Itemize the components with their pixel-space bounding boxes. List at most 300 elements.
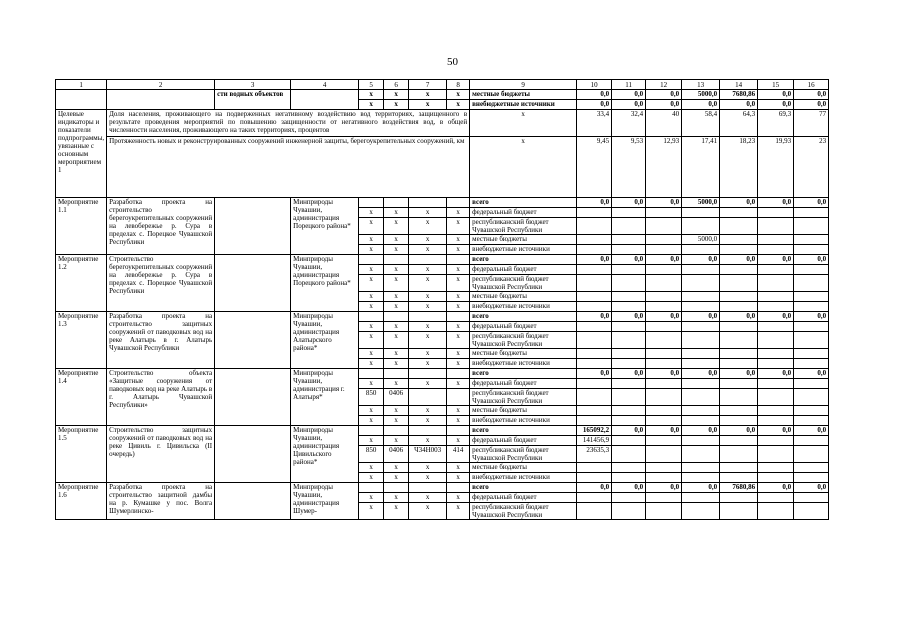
value-cell [682, 463, 720, 473]
code-cell: x [384, 473, 409, 483]
code-cell: x [409, 100, 447, 110]
value-cell [758, 322, 794, 332]
code-cell: x [447, 90, 470, 100]
code-cell: x [359, 208, 384, 218]
value-cell [794, 235, 829, 245]
value-cell: 0,0 [612, 426, 646, 436]
value-cell [794, 265, 829, 275]
value-cell [612, 463, 646, 473]
value-cell [577, 245, 612, 255]
code-cell: x [359, 90, 384, 100]
source-type: республиканский бюджет Чувашской Республики [470, 446, 577, 463]
table-cell [291, 90, 359, 110]
value-cell [758, 463, 794, 473]
value-cell: 0,0 [646, 483, 682, 493]
value-cell [577, 292, 612, 302]
code-cell: x [409, 265, 447, 275]
value-cell [758, 302, 794, 312]
value-cell [612, 473, 646, 483]
source-type: федеральный бюджет [470, 493, 577, 503]
code-cell: x [384, 235, 409, 245]
indicator-value: 77 [794, 110, 829, 137]
value-cell [758, 208, 794, 218]
code-cell: x [409, 503, 447, 520]
value-cell [577, 359, 612, 369]
value-cell [646, 436, 682, 446]
value-cell [577, 463, 612, 473]
value-cell [794, 406, 829, 416]
value-cell [646, 218, 682, 235]
code-cell: x [384, 100, 409, 110]
table-cell [215, 369, 291, 426]
value-cell: 0,0 [794, 369, 829, 379]
value-cell [682, 446, 720, 463]
source-type: республиканский бюджет Чувашской Республики [470, 332, 577, 349]
value-cell [794, 493, 829, 503]
indicator-text: Доля населения, проживающего на подверженных негативному воздействию вод территориях, защищенного в результате проведения мероприятий по повышению защищенности от негативного воздействия вод, в общей численности населения, проживающего на таких территориях, процентов [107, 110, 470, 137]
value-cell [682, 436, 720, 446]
value-cell [794, 436, 829, 446]
code-cell: x [447, 245, 470, 255]
code-cell: x [384, 265, 409, 275]
code-cell: x [384, 379, 409, 389]
code-cell: x [384, 218, 409, 235]
code-cell: x [447, 436, 470, 446]
value-cell: 0,0 [794, 90, 829, 100]
source-type: всего [470, 255, 577, 265]
value-cell [758, 473, 794, 483]
code-cell [447, 369, 470, 379]
value-cell [720, 446, 758, 463]
value-cell [577, 493, 612, 503]
code-cell [409, 426, 447, 436]
code-cell: x [409, 416, 447, 426]
source-type: федеральный бюджет [470, 265, 577, 275]
value-cell [720, 473, 758, 483]
value-cell [720, 359, 758, 369]
value-cell [720, 463, 758, 473]
value-cell [577, 503, 612, 520]
code-cell: x [359, 245, 384, 255]
value-cell [612, 332, 646, 349]
value-cell [612, 379, 646, 389]
value-cell [577, 389, 612, 406]
value-cell [682, 406, 720, 416]
measure-executor: Минприроды Чувашии, администрация г. Алатыря* [291, 369, 359, 426]
source-type: внебюджетные источники [470, 359, 577, 369]
measure-row [56, 483, 829, 493]
code-cell: x [447, 503, 470, 520]
value-cell: 0,0 [612, 255, 646, 265]
code-cell: x [409, 322, 447, 332]
code-cell: x [359, 436, 384, 446]
value-cell [577, 416, 612, 426]
value-cell: 0,0 [758, 100, 794, 110]
value-cell [682, 275, 720, 292]
measure-name: Строительство защитных сооружений от паводковых вод на реке Цивиль г. Цивильска (II очередь) [107, 426, 215, 483]
value-cell: 0,0 [577, 90, 612, 100]
header-cell: 2 [107, 80, 215, 90]
value-cell: 141456,9 [577, 436, 612, 446]
value-cell [720, 275, 758, 292]
value-cell [794, 359, 829, 369]
measure-row [56, 426, 829, 436]
code-cell: Ч34Н003 [409, 446, 447, 463]
value-cell: 0,0 [682, 483, 720, 493]
value-cell [758, 379, 794, 389]
value-cell [794, 503, 829, 520]
code-cell: x [384, 406, 409, 416]
measure-name: Разработка проекта на строительство защитной дамбы на р. Кумашке у пос. Волга Шумерлинско- [107, 483, 215, 520]
code-cell: x [409, 90, 447, 100]
header-cell: 3 [215, 80, 291, 90]
value-cell [646, 322, 682, 332]
value-cell [577, 349, 612, 359]
code-cell [447, 483, 470, 493]
value-cell: 0,0 [577, 100, 612, 110]
value-cell: 0,0 [682, 100, 720, 110]
source-type: местные бюджеты [470, 292, 577, 302]
measure-row [56, 198, 829, 208]
value-cell: 0,0 [758, 312, 794, 322]
value-cell [612, 245, 646, 255]
table-cell [215, 198, 291, 255]
code-cell: x [447, 379, 470, 389]
source-type: внебюджетные источники [470, 473, 577, 483]
value-cell [794, 332, 829, 349]
value-cell: 0,0 [758, 426, 794, 436]
value-cell [682, 302, 720, 312]
code-cell [359, 255, 384, 265]
value-cell: 0,0 [612, 369, 646, 379]
measure-id: Мероприятие 1.3 [56, 312, 107, 369]
code-cell [409, 255, 447, 265]
code-cell: x [359, 463, 384, 473]
source-type: республиканский бюджет Чувашской Республики [470, 275, 577, 292]
code-cell: x [384, 302, 409, 312]
code-cell: x [409, 379, 447, 389]
value-cell [794, 218, 829, 235]
table-cell [107, 90, 215, 110]
value-cell: 0,0 [577, 369, 612, 379]
source-type: всего [470, 312, 577, 322]
value-cell: 0,0 [577, 312, 612, 322]
source-type: местные бюджеты [470, 90, 577, 100]
code-cell: 850 [359, 446, 384, 463]
code-cell: x [384, 503, 409, 520]
value-cell: 0,0 [794, 426, 829, 436]
value-cell [646, 493, 682, 503]
value-cell: 0,0 [682, 369, 720, 379]
code-cell [359, 312, 384, 322]
value-cell: 0,0 [794, 312, 829, 322]
code-cell [447, 389, 470, 406]
measure-id: Мероприятие 1.2 [56, 255, 107, 312]
value-cell [612, 265, 646, 275]
code-cell: x [384, 436, 409, 446]
value-cell [646, 446, 682, 463]
value-cell [720, 416, 758, 426]
measure-id: Мероприятие 1.5 [56, 426, 107, 483]
value-cell [758, 446, 794, 463]
measure-name: Строительство берегоукрепительных сооружений на левобережье р. Сура в пределах с. Порецкое Чувашской Республики [107, 255, 215, 312]
code-cell [384, 426, 409, 436]
code-cell [409, 389, 447, 406]
code-cell: x [384, 416, 409, 426]
value-cell [758, 245, 794, 255]
header-cell: 8 [447, 80, 470, 90]
value-cell [646, 389, 682, 406]
code-cell [384, 255, 409, 265]
value-cell: 0,0 [720, 426, 758, 436]
value-cell [577, 406, 612, 416]
header-cell: 15 [758, 80, 794, 90]
code-cell [409, 483, 447, 493]
indicator-value: 12,93 [646, 137, 682, 198]
indicator-group-label: Целевые индикаторы и показатели подпрограммы, увязанные с основным мероприятием 1 [56, 110, 107, 198]
measure-row [56, 369, 829, 379]
code-cell: x [409, 436, 447, 446]
table-cell [215, 312, 291, 369]
header-cell: 16 [794, 80, 829, 90]
source-type: внебюджетные источники [470, 416, 577, 426]
indicator-value: 23 [794, 137, 829, 198]
value-cell [612, 359, 646, 369]
code-cell: x [384, 90, 409, 100]
value-cell [612, 235, 646, 245]
value-cell [758, 265, 794, 275]
code-cell [384, 369, 409, 379]
value-cell: 0,0 [646, 90, 682, 100]
value-cell [720, 436, 758, 446]
source-type: местные бюджеты [470, 349, 577, 359]
code-cell: 850 [359, 389, 384, 406]
value-cell [682, 332, 720, 349]
source-type: всего [470, 426, 577, 436]
value-cell [720, 503, 758, 520]
code-cell: x [359, 416, 384, 426]
page-number: 50 [447, 56, 458, 68]
value-cell [612, 436, 646, 446]
value-cell: 0,0 [720, 255, 758, 265]
value-cell: 0,0 [794, 483, 829, 493]
value-cell [758, 389, 794, 406]
value-cell [758, 332, 794, 349]
value-cell [612, 208, 646, 218]
code-cell: x [409, 332, 447, 349]
code-cell: x [447, 100, 470, 110]
code-cell: x [359, 332, 384, 349]
measure-subject: сти водных объектов [215, 90, 291, 110]
value-cell [612, 292, 646, 302]
code-cell: x [447, 265, 470, 275]
value-cell [612, 275, 646, 292]
value-cell: 0,0 [577, 255, 612, 265]
value-cell [682, 359, 720, 369]
value-cell [794, 208, 829, 218]
value-cell [577, 332, 612, 349]
value-cell [794, 446, 829, 463]
code-cell: x [447, 322, 470, 332]
code-cell [409, 369, 447, 379]
source-type: всего [470, 483, 577, 493]
code-cell: x [409, 493, 447, 503]
value-cell [794, 473, 829, 483]
source-type: всего [470, 198, 577, 208]
indicator-row [56, 137, 829, 198]
value-cell [794, 463, 829, 473]
value-cell [646, 275, 682, 292]
measure-executor: Минприроды Чувашии, администрация Порецкого района* [291, 198, 359, 255]
value-cell [758, 218, 794, 235]
code-cell: x [359, 379, 384, 389]
code-cell [384, 483, 409, 493]
value-cell: 23635,3 [577, 446, 612, 463]
code-cell: x [359, 359, 384, 369]
source-type: местные бюджеты [470, 463, 577, 473]
table-cell [215, 255, 291, 312]
value-cell [646, 406, 682, 416]
indicator-value: 58,4 [682, 110, 720, 137]
source-type: внебюджетные источники [470, 302, 577, 312]
value-cell: 0,0 [612, 312, 646, 322]
value-cell [720, 218, 758, 235]
value-cell [646, 349, 682, 359]
value-cell: 0,0 [646, 255, 682, 265]
code-cell [409, 198, 447, 208]
code-cell: x [447, 292, 470, 302]
measure-row [56, 255, 829, 265]
value-cell [758, 349, 794, 359]
code-cell: x [359, 406, 384, 416]
code-cell: x [447, 349, 470, 359]
code-cell: x [409, 245, 447, 255]
value-cell [646, 416, 682, 426]
code-cell: x [359, 292, 384, 302]
value-cell [720, 292, 758, 302]
table-row [56, 90, 829, 100]
value-cell [646, 359, 682, 369]
value-cell [758, 436, 794, 446]
value-cell: 0,0 [794, 100, 829, 110]
code-cell: x [409, 208, 447, 218]
value-cell [646, 265, 682, 275]
code-cell: x [409, 463, 447, 473]
measure-executor: Минприроды Чувашии, администрация Цивильского района* [291, 426, 359, 483]
value-cell: 0,0 [646, 198, 682, 208]
code-cell: x [359, 493, 384, 503]
header-cell: 10 [577, 80, 612, 90]
measure-executor: Минприроды Чувашии, администрация Порецкого района* [291, 255, 359, 312]
header-cell: 11 [612, 80, 646, 90]
value-cell [577, 275, 612, 292]
value-cell [612, 416, 646, 426]
code-cell: x [447, 473, 470, 483]
value-cell [577, 379, 612, 389]
value-cell [794, 302, 829, 312]
header-cell: 9 [470, 80, 577, 90]
value-cell [720, 302, 758, 312]
code-cell: x [447, 406, 470, 416]
value-cell [577, 322, 612, 332]
table-cell [215, 426, 291, 483]
value-cell: 0,0 [612, 90, 646, 100]
header-row [56, 80, 829, 90]
code-cell: x [384, 463, 409, 473]
code-cell: x [384, 292, 409, 302]
source-type: федеральный бюджет [470, 436, 577, 446]
source-type: федеральный бюджет [470, 379, 577, 389]
header-cell: 13 [682, 80, 720, 90]
value-cell [612, 406, 646, 416]
value-cell: 0,0 [794, 198, 829, 208]
measure-id: Мероприятие 1.6 [56, 483, 107, 520]
source-type: республиканский бюджет Чувашской Республики [470, 503, 577, 520]
value-cell: 0,0 [758, 198, 794, 208]
value-cell [682, 322, 720, 332]
code-cell: x [447, 463, 470, 473]
value-cell [794, 379, 829, 389]
source-type: местные бюджеты [470, 406, 577, 416]
code-cell: x [409, 275, 447, 292]
code-cell: x [447, 416, 470, 426]
code-cell [359, 483, 384, 493]
value-cell [646, 332, 682, 349]
value-cell [758, 275, 794, 292]
code-cell: x [384, 275, 409, 292]
code-cell: x [359, 473, 384, 483]
value-cell: 0,0 [682, 426, 720, 436]
value-cell [682, 208, 720, 218]
indicator-value: 17,41 [682, 137, 720, 198]
value-cell [758, 503, 794, 520]
value-cell: 0,0 [682, 312, 720, 322]
code-cell: 0406 [384, 389, 409, 406]
value-cell [577, 218, 612, 235]
code-cell: x [359, 235, 384, 245]
code-cell: x [447, 493, 470, 503]
value-cell [758, 493, 794, 503]
header-cell: 14 [720, 80, 758, 90]
code-cell: x [359, 302, 384, 312]
value-cell [794, 416, 829, 426]
indicator-value: 64,3 [720, 110, 758, 137]
value-cell: 0,0 [612, 198, 646, 208]
code-cell: x [384, 349, 409, 359]
value-cell: 0,0 [758, 90, 794, 100]
value-cell [612, 302, 646, 312]
value-cell: 0,0 [758, 255, 794, 265]
value-cell [794, 349, 829, 359]
value-cell [720, 235, 758, 245]
code-cell: x [409, 406, 447, 416]
value-cell [612, 349, 646, 359]
code-cell: x [359, 265, 384, 275]
value-cell [720, 322, 758, 332]
code-cell: x [447, 235, 470, 245]
value-cell [577, 265, 612, 275]
value-cell [682, 245, 720, 255]
value-cell [646, 292, 682, 302]
code-cell: x [447, 218, 470, 235]
value-cell [646, 245, 682, 255]
code-cell: x [359, 503, 384, 520]
value-cell: 0,0 [646, 369, 682, 379]
value-cell [682, 493, 720, 503]
value-cell [758, 416, 794, 426]
measure-name: Строительство объекта «Защитные сооружения от паводковых вод на реке Алатырь в г. Алатырь Чувашской Республики» [107, 369, 215, 426]
code-cell [359, 426, 384, 436]
